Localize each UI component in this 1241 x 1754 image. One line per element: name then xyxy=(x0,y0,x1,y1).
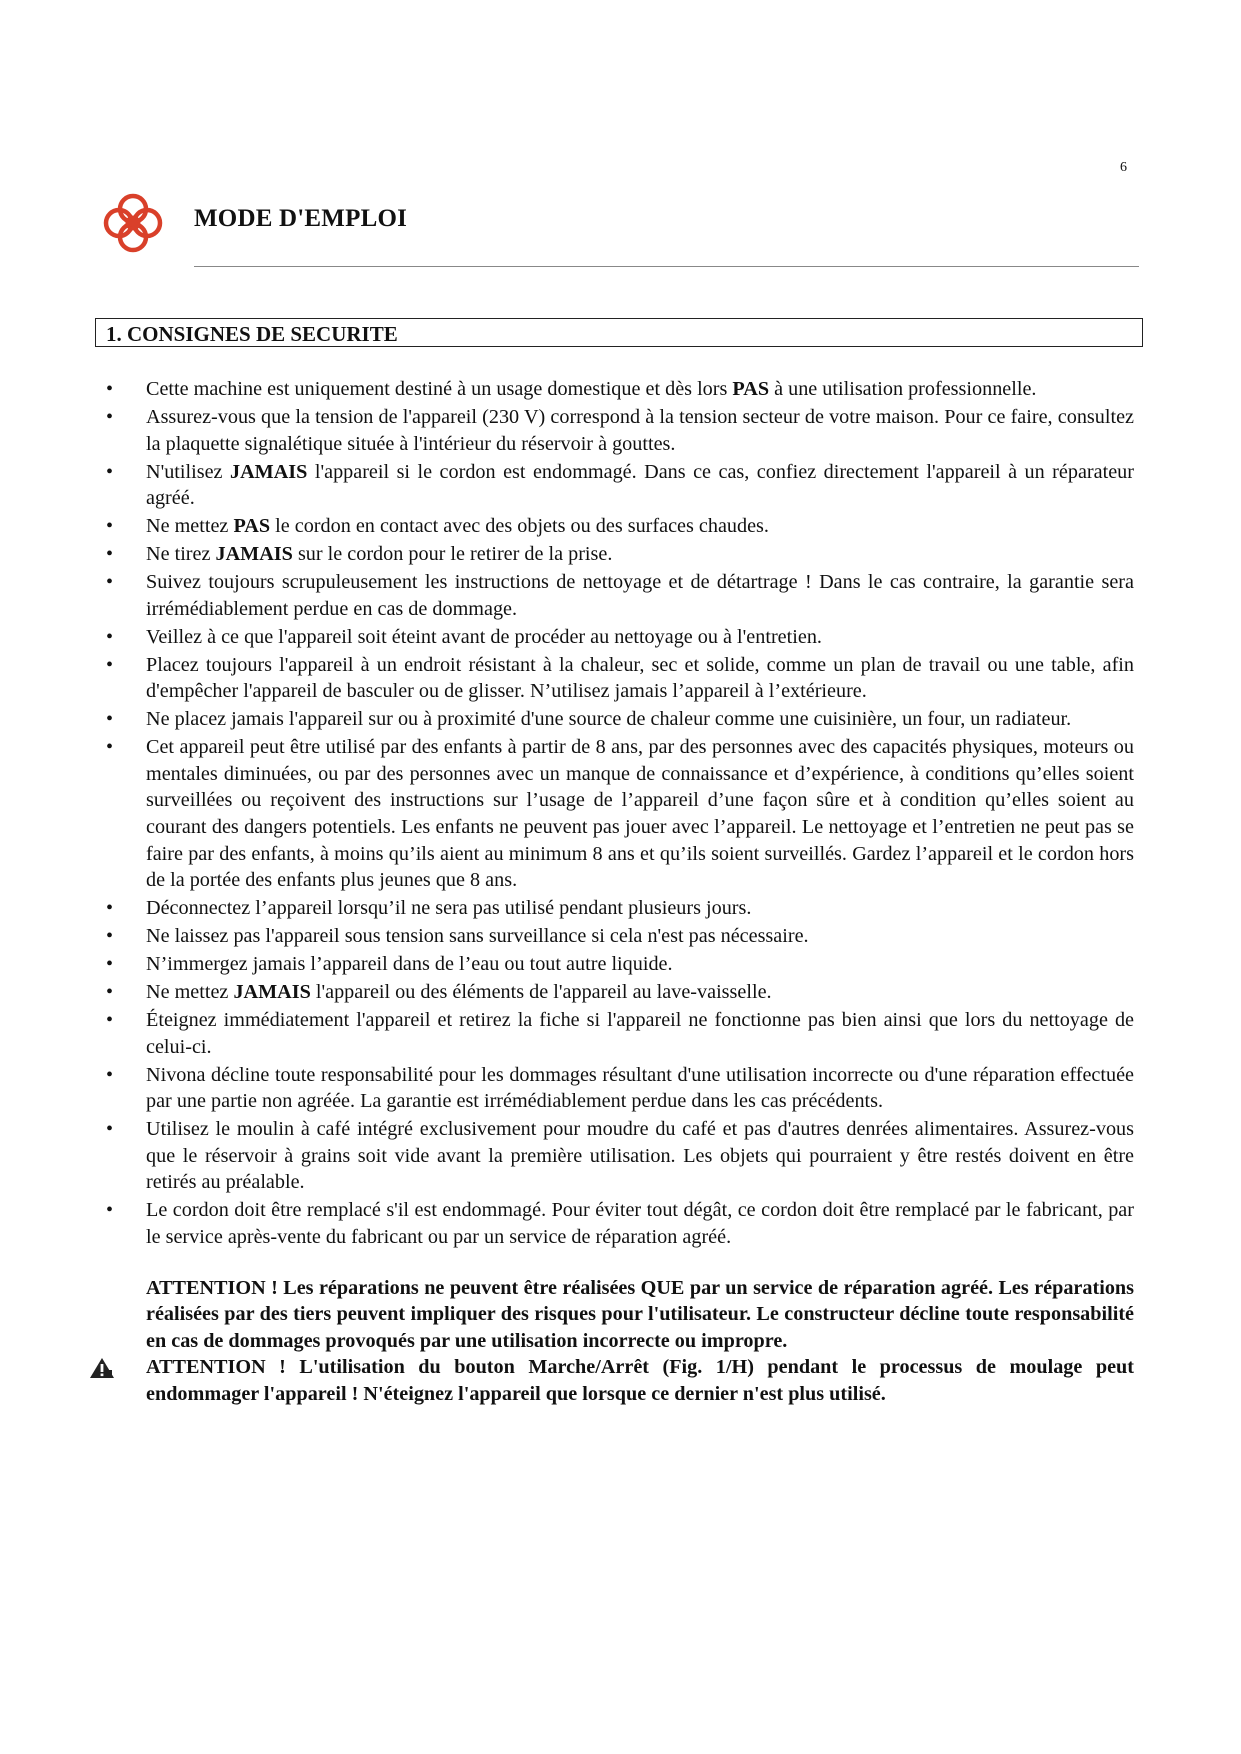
item-text: Ne mettez xyxy=(146,981,234,1004)
item-text: Ne mettez xyxy=(146,515,234,538)
page-number: 6 xyxy=(1120,160,1127,175)
item-text: Ne tirez xyxy=(146,543,216,566)
item-text: Cet appareil peut être utilisé par des enfants à partir de 8 ans, par des personnes avec des capacités physiques, moteurs ou mentales diminuées, ou par des personnes avec un manque de connaissance et d’expérience, à conditions qu’elles soient surveillées ou reçoivent des instructions sur l’usage de l’appareil d’une façon sûre et à condition qu’elles soient au courant des dangers potentiels. Les enfants ne peuvent pas jouer avec l’appareil. Le nettoyage et l’entretien ne peut pas se faire par des enfants, à moins qu’ils aient au minimum 8 ans et qu’ils soient surveillés. Gardez l’appareil et le cordon hors de la portée des enfants plus jeunes que 8 ans. xyxy=(146,736,1134,892)
flower-knot-logo-icon xyxy=(102,192,164,254)
item-text: Déconnectez l’appareil lorsqu’il ne sera pas utilisé pendant plusieurs jours. xyxy=(146,897,752,920)
emphasis-text: PAS xyxy=(233,515,271,538)
item-text: Cette machine est uniquement destiné à un usage domestique et dès lors xyxy=(146,378,733,400)
safety-list-item xyxy=(146,1062,1134,1115)
item-text: Veillez à ce que l'appareil soit éteint avant de procéder au nettoyage ou à l'entretien. xyxy=(146,625,822,648)
safety-list-item xyxy=(146,1197,1134,1250)
attention-notice-power-button xyxy=(146,1354,1134,1407)
item-text: à une utilisation professionnelle. xyxy=(769,378,1037,400)
safety-list-item xyxy=(146,541,1134,568)
safety-list-item xyxy=(146,376,1134,403)
safety-list-item xyxy=(146,513,1134,540)
document-title: MODE D'EMPLOI xyxy=(194,205,408,232)
emphasis-text: JAMAIS xyxy=(215,543,293,566)
attention-notice-repairs: ATTENTION ! Les réparations ne peuvent être réalisées QUE par un service de réparation agréé. Les réparations réalisées par des tiers peuvent impliquer des risques pour l'utilisateur. Le constructeur décline toute responsabilité en cas de dommages provoqués par une utilisation incorrecte ou impropre. xyxy=(146,1276,1134,1352)
safety-list-item xyxy=(146,569,1134,622)
item-text: Ne placez jamais l'appareil sur ou à proximité d'une source de chaleur comme une cuisinière, un four, un radiateur. xyxy=(146,708,1072,731)
instructions-content xyxy=(146,376,1134,1408)
safety-list-item xyxy=(146,459,1134,512)
item-text: N’immergez jamais l’appareil dans de l’eau ou tout autre liquide. xyxy=(146,953,673,976)
safety-list-item xyxy=(146,706,1134,733)
safety-list-item xyxy=(146,895,1134,922)
safety-list-item xyxy=(146,404,1134,457)
emphasis-text: PAS xyxy=(732,378,770,400)
section-title: 1. CONSIGNES DE SECURITE xyxy=(106,322,398,346)
item-text: Utilisez le moulin à café intégré exclusivement pour moudre du café et pas d'autres denrées alimentaires. Assurez-vous que le réservoir à grains soit vide avant la première utilisation. Les objets qui pourraient y être restés doivent en être retirés au préalable. xyxy=(146,1118,1134,1194)
item-text: Le cordon doit être remplacé s'il est endommagé. Pour éviter tout dégât, ce cordon doit être remplacé par le fabricant, par le service après-vente du fabricant ou par un service de réparation agréé. xyxy=(146,1199,1134,1249)
item-text: N'utilisez xyxy=(146,460,230,483)
item-text: Éteignez immédiatement l'appareil et retirez la fiche si l'appareil ne fonctionne pas bien ainsi que lors du nettoyage de celui-ci. xyxy=(146,1009,1134,1058)
safety-list-item xyxy=(146,979,1134,1006)
item-text: Ne laissez pas l'appareil sous tension sans surveillance si cela n'est pas nécessaire. xyxy=(146,925,809,948)
safety-list-item xyxy=(146,923,1134,950)
item-text: sur le cordon pour le retirer de la prise. xyxy=(292,543,613,566)
attention-text-2: ATTENTION ! L'utilisation du bouton Marche/Arrêt (Fig. 1/H) pendant le processus de moulage peut endommager l'appareil ! N'éteignez l'appareil que lorsque ce dernier n'est plus utilisé. xyxy=(146,1356,1134,1406)
warning-triangle-icon xyxy=(89,1357,115,1379)
emphasis-text: JAMAIS xyxy=(230,460,308,483)
item-text: l'appareil si le cordon est endommagé. Dans ce cas, confiez directement l'appareil à un réparateur agréé. xyxy=(146,460,1134,510)
item-text: Assurez-vous que la tension de l'appareil (230 V) correspond à la tension secteur de votre maison. Pour ce faire, consultez la plaquette signalétique située à l'intérieur du réservoir à gouttes. xyxy=(146,405,1134,455)
safety-instructions-list xyxy=(146,376,1134,1251)
item-text: Nivona décline toute responsabilité pour les dommages résultant d'une utilisation incorrecte ou d'une réparation effectuée par une partie non agréée. La garantie est irrémédiablement perdue dans les cas précédents. xyxy=(146,1063,1134,1113)
emphasis-text: JAMAIS xyxy=(233,981,311,1004)
safety-list-item xyxy=(146,951,1134,978)
item-text: Suivez toujours scrupuleusement les instructions de nettoyage et de détartrage ! Dans le cas contraire, la garantie sera irrémédiablement perdue en cas de dommage. xyxy=(146,571,1134,620)
safety-list-item xyxy=(146,624,1134,651)
item-text: le cordon en contact avec des objets ou des surfaces chaudes. xyxy=(270,515,769,538)
safety-list-item xyxy=(146,652,1134,705)
item-text: Placez toujours l'appareil à un endroit résistant à la chaleur, sec et solide, comme un plan de travail ou une table, afin d'empêcher l'appareil de basculer ou de glisser. N’utilisez jamais l’appareil à l’extérieure. xyxy=(146,653,1134,703)
header-divider xyxy=(194,266,1139,267)
item-text: l'appareil ou des éléments de l'appareil au lave-vaisselle. xyxy=(310,981,772,1004)
safety-list-item xyxy=(146,1116,1134,1196)
safety-list-item xyxy=(146,734,1134,894)
section-heading-box xyxy=(95,318,1143,347)
safety-list-item xyxy=(146,1007,1134,1060)
